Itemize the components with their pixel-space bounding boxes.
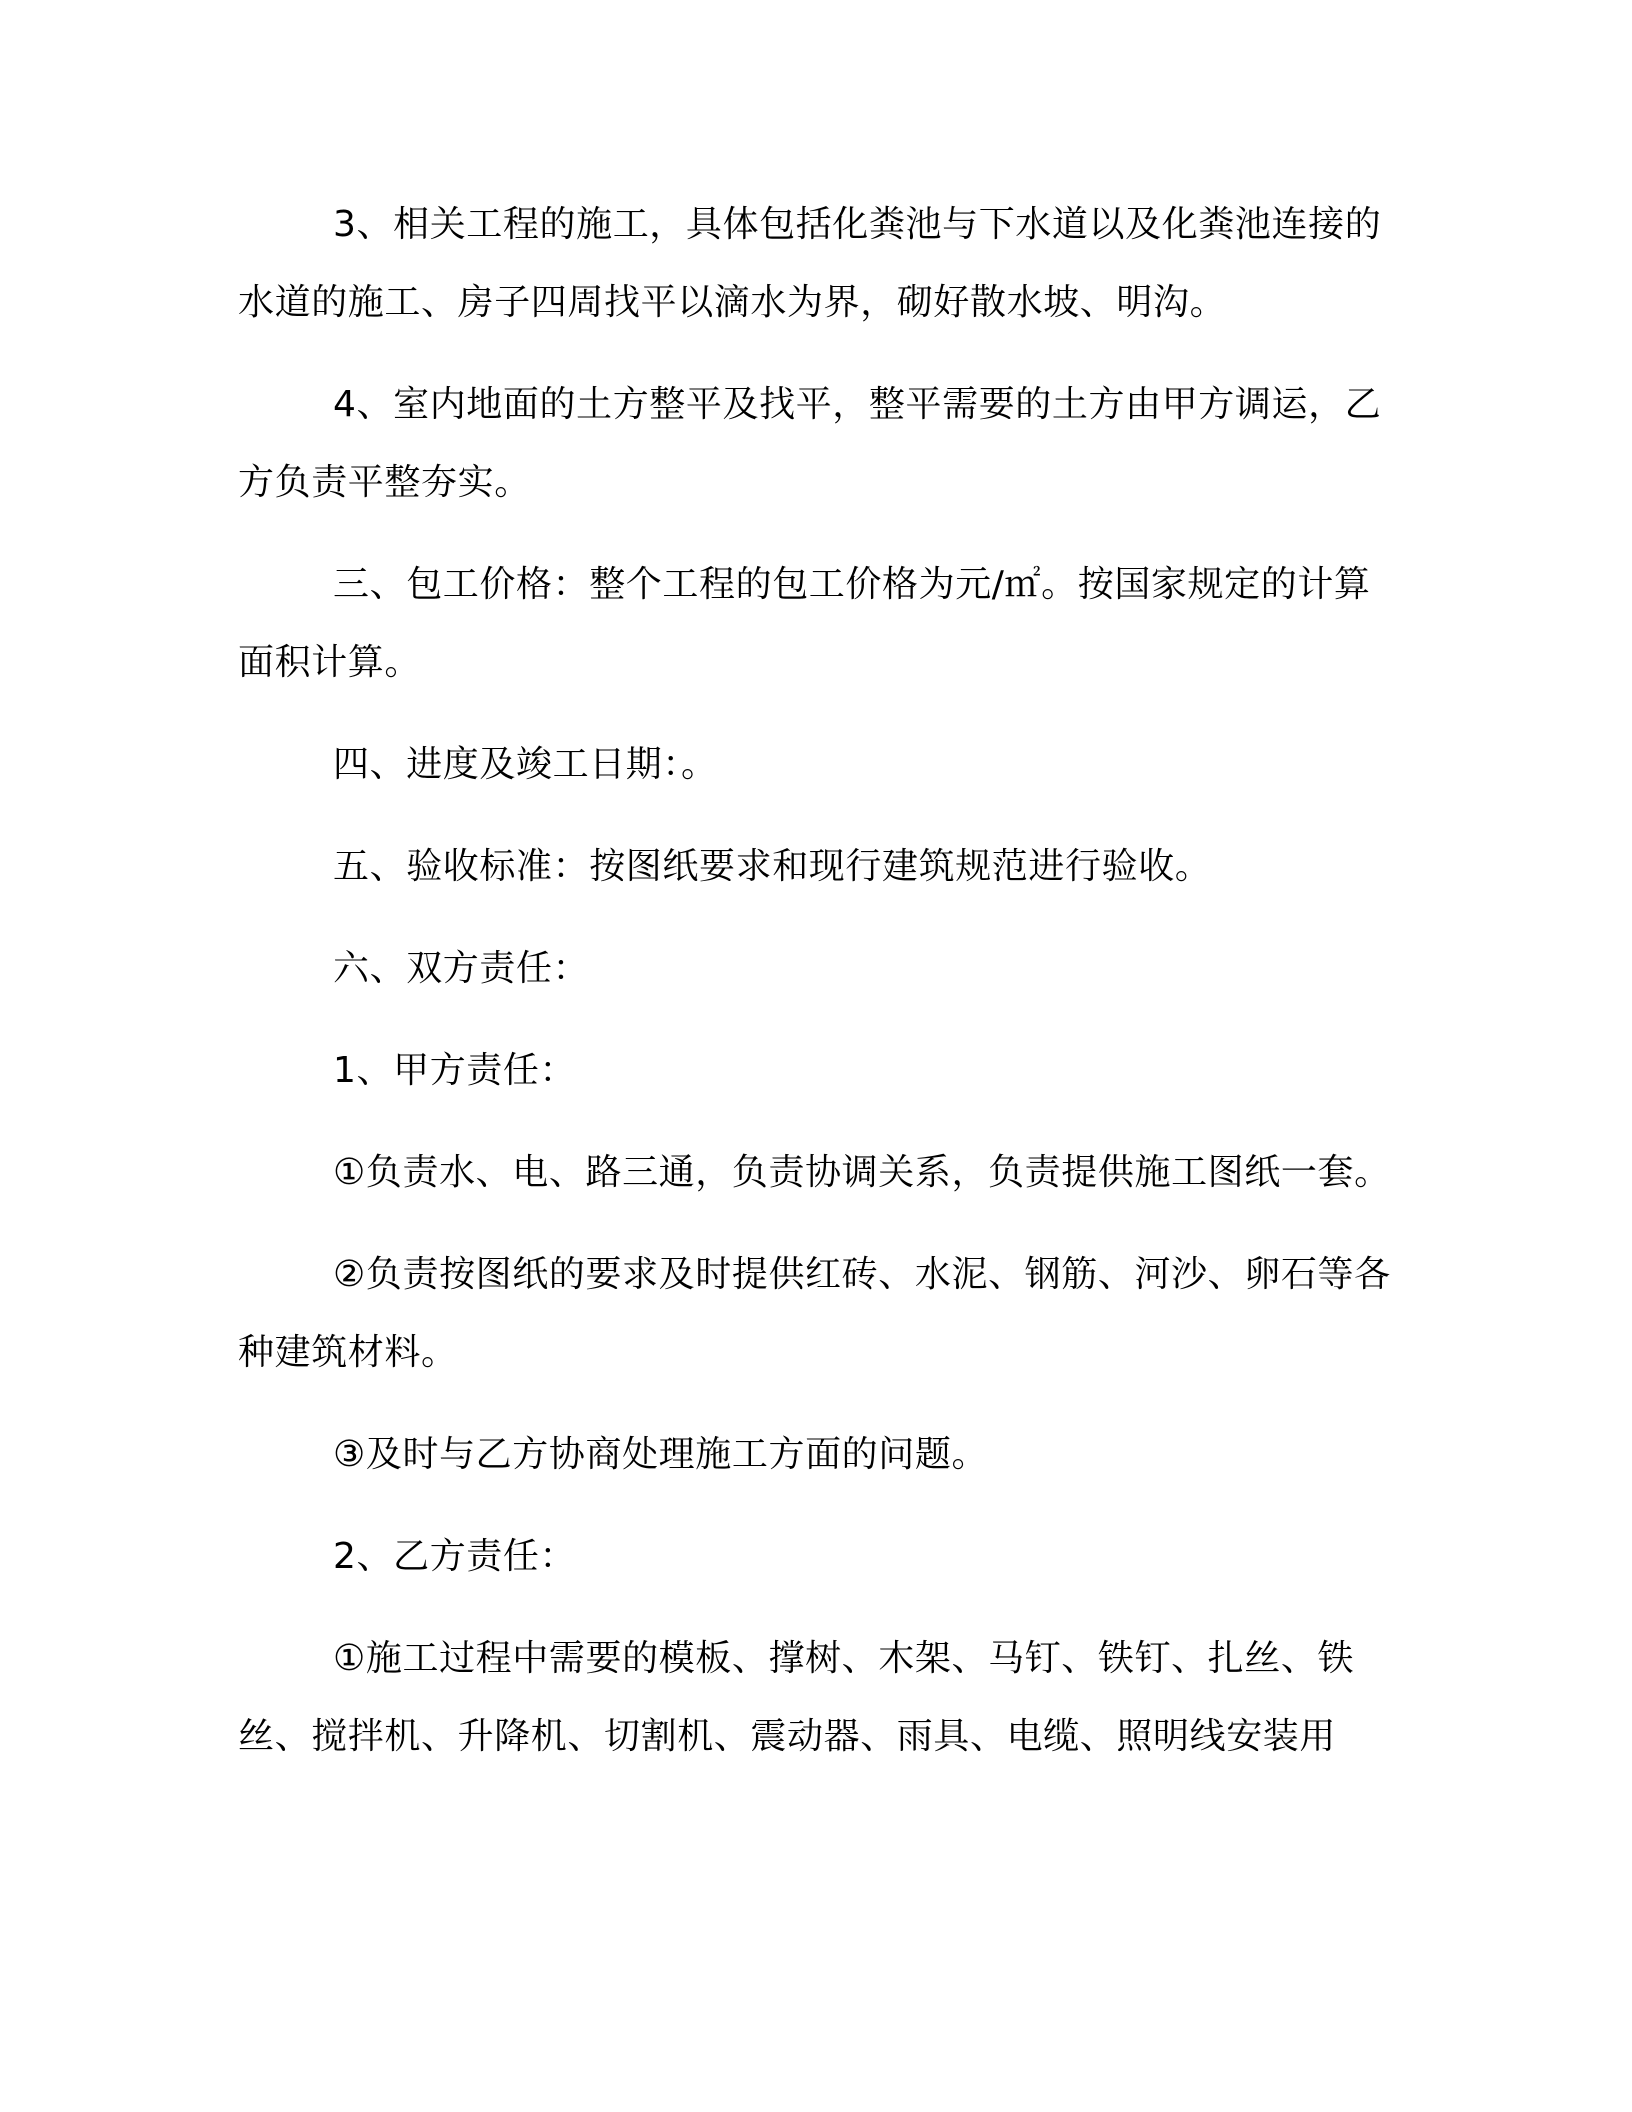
paragraph-party-b-item-1: ①施工过程中需要的模板、撑树、木架、马钉、铁钉、扎丝、铁丝、搅拌机、升降机、切割机、震动器、雨具、电缆、照明线安装用 bbox=[238, 1638, 1355, 1757]
paragraph-contract-price: 三、包工价格：整个工程的包工价格为元/㎡。按国家规定的计算面积计算。 bbox=[238, 564, 1371, 683]
paragraph-schedule: 四、进度及竣工日期：。 bbox=[333, 744, 718, 785]
paragraph-clause-3: 3、相关工程的施工，具体包括化粪池与下水道以及化粪池连接的水道的施工、房子四周找平以滴水为界，砌好散水坡、明沟。 bbox=[238, 204, 1382, 323]
paragraph-party-a-item-1: ①负责水、电、路三通，负责协调关系，负责提供施工图纸一套。 bbox=[333, 1152, 1391, 1193]
paragraph-acceptance: 五、验收标准：按图纸要求和现行建筑规范进行验收。 bbox=[333, 846, 1212, 887]
paragraph-party-a-item-2: ②负责按图纸的要求及时提供红砖、水泥、钢筋、河沙、卵石等各种建筑材料。 bbox=[238, 1254, 1391, 1373]
paragraph-clause-4: 4、室内地面的土方整平及找平，整平需要的土方由甲方调运，乙方负责平整夯实。 bbox=[238, 384, 1382, 503]
paragraph-party-b-heading: 2、乙方责任： bbox=[333, 1536, 577, 1577]
document-body bbox=[238, 186, 1398, 1776]
paragraph-party-a-heading: 1、甲方责任： bbox=[333, 1050, 577, 1091]
paragraph-party-a-item-3: ③及时与乙方协商处理施工方面的问题。 bbox=[333, 1434, 989, 1475]
paragraph-responsibilities-heading: 六、双方责任： bbox=[333, 948, 590, 989]
